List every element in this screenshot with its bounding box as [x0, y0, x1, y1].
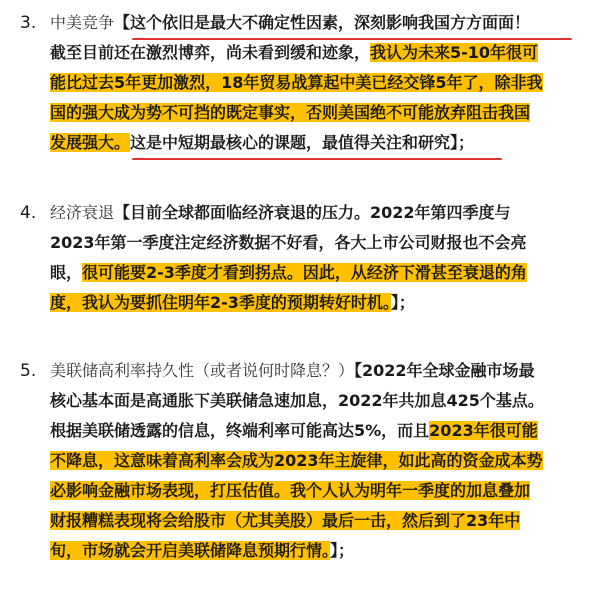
text-line — [50, 446, 590, 476]
highlighted-text: 度，我认为要抓住明年2-3季度的预期转好时机。 — [50, 293, 391, 312]
text-line — [50, 68, 590, 98]
highlighted-text: 旬，市场就会开启美联储降息预期行情。 — [50, 541, 331, 560]
bold-text: 】； — [330, 541, 355, 560]
bold-text: 】； — [390, 293, 415, 312]
list-number: 5. — [20, 361, 37, 381]
text-line — [50, 288, 590, 318]
highlighted-text: 发展强大。 — [50, 133, 131, 152]
list-item-body — [50, 198, 590, 318]
bold-text: 眼， — [50, 263, 83, 282]
list-number: 3. — [20, 13, 37, 33]
highlighted-text: 2023年很可能 — [429, 421, 538, 440]
red-underline — [132, 38, 572, 40]
text-line — [50, 8, 590, 38]
underlined-text: 这是中短期最核心的课题，最值得关注和研究】； — [130, 133, 475, 152]
text-line — [50, 506, 590, 536]
text-line — [50, 128, 590, 158]
text-line — [50, 38, 590, 68]
text-line — [50, 356, 590, 386]
highlighted-text: 很可能要2-3季度才看到拐点。因此，从经济下滑甚至衰退的角 — [82, 263, 527, 282]
bold-text: 【目前全球都面临经济衰退的压力。2022年第四季度与 — [114, 203, 511, 222]
list-item-body — [50, 356, 590, 566]
topic-title: 美联储高利率持久性（或者说何时降息？） — [50, 361, 355, 380]
bold-text: 根据美联储透露的信息，终端利率可能高达5%，而且 — [50, 421, 430, 440]
bold-text: 2023年第一季度注定经济数据不好看，各大上市公司财报也不会亮 — [50, 233, 527, 252]
text-line — [50, 416, 590, 446]
bold-text: 截至目前还在激烈博弈，尚未看到缓和迹象， — [50, 43, 371, 62]
red-underline — [132, 158, 502, 160]
highlighted-text: 不降息，这意味着高利率会成为2023年主旋律，如此高的资金成本势 — [50, 451, 543, 470]
text-line — [50, 536, 590, 566]
text-line — [50, 476, 590, 506]
list-number: 4. — [20, 203, 37, 223]
bold-text: 核心基本面是高通胀下美联储急速加息，2022年共加息425个基点。 — [50, 391, 544, 410]
text-line — [50, 228, 590, 258]
highlighted-text: 必影响金融市场表现，打压估值。我个人认为明年一季度的加息叠加 — [50, 481, 531, 500]
highlighted-text: 能比过去5年更加激烈，18年贸易战算起中美已经交锋5年了，除非我 — [50, 73, 543, 92]
text-line — [50, 98, 590, 128]
text-line — [50, 386, 590, 416]
highlighted-text: 我认为未来5-10年很可 — [370, 43, 539, 62]
topic-title: 中美竞争 — [50, 13, 115, 32]
highlighted-text: 国的强大成为势不可挡的既定事实，否则美国绝不可能放弃阻击我国 — [50, 103, 531, 122]
underlined-text: 【这个依旧是最大不确定性因素，深刻影响我国方方面面！ — [114, 13, 531, 32]
text-line — [50, 198, 590, 228]
bold-text: 【2022年全球金融市场最 — [354, 361, 535, 380]
list-item-body — [50, 8, 590, 158]
text-line — [50, 258, 590, 288]
topic-title: 经济衰退 — [50, 203, 115, 222]
highlighted-text: 财报糟糕表现将会给股市（尤其美股）最后一击，然后到了23年中 — [50, 511, 521, 530]
